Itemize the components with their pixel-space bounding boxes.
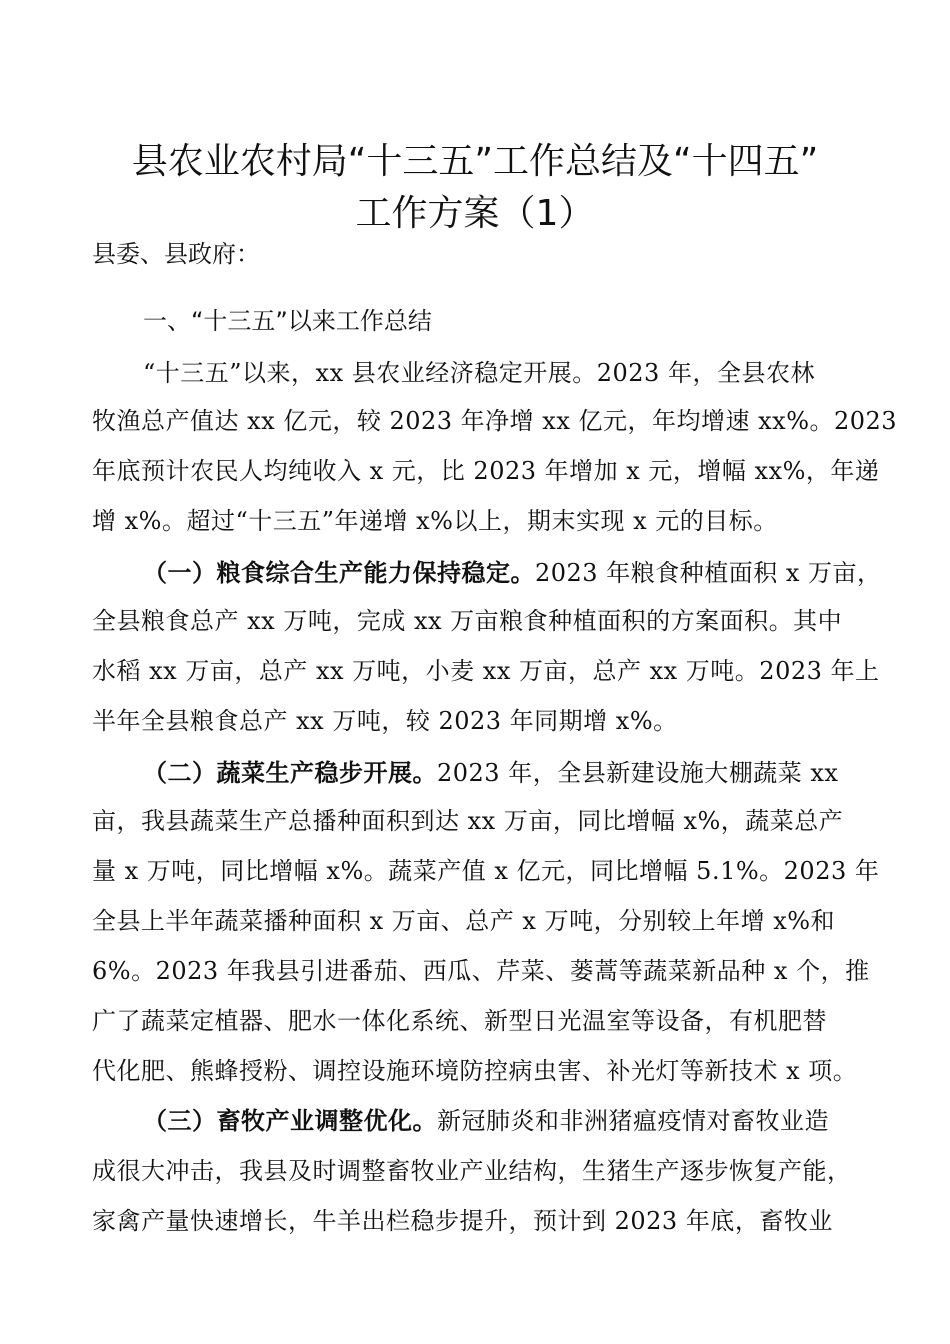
paragraph-3-line-7: 代化肥、熊蜂授粉、调控设施环境防控病虫害、补光灯等新技术 x 项。	[92, 1057, 858, 1085]
paragraph-3-line-4: 全县上半年蔬菜播种面积 x 万亩、总产 x 万吨，分别较上年增 x%和	[92, 907, 836, 935]
paragraph-4-line-1	[143, 1105, 913, 1137]
paragraph-2-line-4: 半年全县粮食总产 xx 万吨，较 2023 年同期增 x%。	[92, 707, 678, 735]
paragraph-1-line-3: 年底预计农民人均纯收入 x 元，比 2023 年增加 x 元，增幅 xx%，年递	[92, 457, 880, 485]
paragraph-2-line-3: 水稻 xx 万亩，总产 xx 万吨，小麦 xx 万亩，总产 xx 万吨。2023 年上	[92, 657, 880, 685]
paragraph-4-line-1-text: 新冠肺炎和非洲猪瘟疫情对畜牧业造	[437, 1107, 829, 1135]
section-heading-1: 一、“十三五”以来工作总结	[143, 307, 432, 335]
paragraph-3-line-1	[143, 757, 913, 789]
paragraph-1-line-1: “十三五”以来，xx 县农业经济稳定开展。2023 年，全县农林	[143, 359, 815, 387]
paragraph-2-heading: （一）粮食综合生产能力保持稳定。	[143, 558, 535, 587]
paragraph-2-line-1	[143, 557, 913, 589]
paragraph-4-line-2: 成很大冲击，我县及时调整畜牧业产业结构，生猪生产逐步恢复产能，	[92, 1157, 852, 1185]
paragraph-1-line-2: 牧渔总产值达 xx 亿元，较 2023 年净增 xx 亿元，年均增速 xx%。2023	[92, 407, 898, 435]
document-title-line-2: 工作方案（1）	[355, 193, 595, 234]
paragraph-3-line-3: 量 x 万吨，同比增幅 x%。蔬菜产值 x 亿元，同比增幅 5.1%。2023 年	[92, 857, 880, 885]
paragraph-1-line-4: 增 x%。超过“十三五”年递增 x%以上，期末实现 x 元的目标。	[92, 507, 778, 535]
paragraph-3-heading: （二）蔬菜生产稳步开展。	[143, 758, 437, 787]
paragraph-3-line-1-text: 2023 年，全县新建设施大棚蔬菜 xx	[437, 759, 839, 787]
paragraph-3-line-2: 亩，我县蔬菜生产总播种面积到达 xx 万亩，同比增幅 x%，蔬菜总产	[92, 807, 844, 835]
paragraph-4-line-3: 家禽产量快速增长，牛羊出栏稳步提升，预计到 2023 年底，畜牧业	[92, 1207, 833, 1235]
paragraph-3-line-6: 广了蔬菜定植器、肥水一体化系统、新型日光温室等设备，有机肥替	[92, 1007, 827, 1035]
document-title-line-1: 县农业农村局“十三五”工作总结及“十四五”	[131, 141, 819, 182]
paragraph-3-line-5: 6%。2023 年我县引进番茄、西瓜、芹菜、蒌蒿等蔬菜新品种 x 个，推	[92, 957, 870, 985]
paragraph-4-heading: （三）畜牧产业调整优化。	[143, 1106, 437, 1135]
salutation: 县委、县政府：	[92, 240, 260, 268]
paragraph-2-line-1-text: 2023 年粮食种植面积 x 万亩，	[535, 559, 882, 587]
paragraph-2-line-2: 全县粮食总产 xx 万吨，完成 xx 万亩粮食种植面积的方案面积。其中	[92, 607, 843, 635]
